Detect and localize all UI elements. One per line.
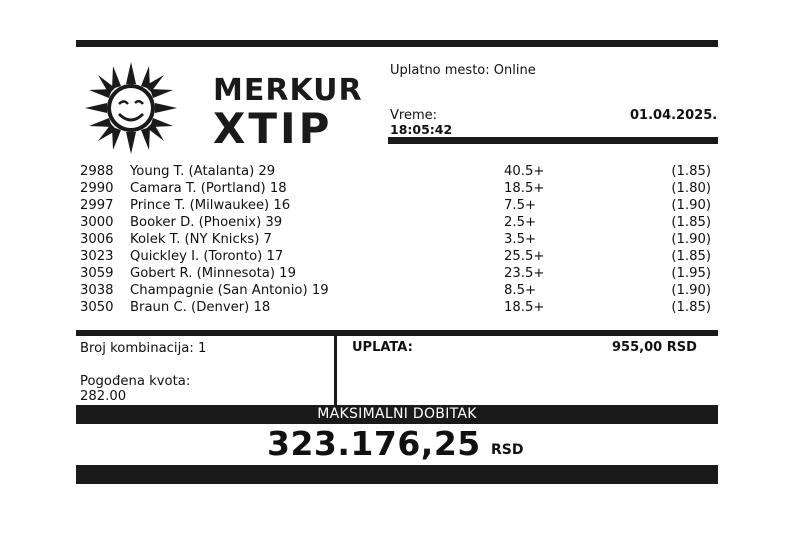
bet-line: 23.5+ (504, 266, 545, 281)
bet-row (80, 266, 715, 283)
bet-code: 3006 (80, 232, 114, 247)
bet-odds: (1.95) (671, 266, 711, 281)
bet-line: 18.5+ (504, 181, 545, 196)
bet-row (80, 300, 715, 317)
bet-odds: (1.85) (671, 249, 711, 264)
bet-player: Prince T. (Milwaukee) 16 (130, 198, 291, 213)
bet-row (80, 198, 715, 215)
bet-odds: (1.80) (671, 181, 711, 196)
odds-value: 282.00 (80, 389, 127, 404)
max-payout-amount: 323.176,25 (267, 424, 481, 463)
bet-player: Young T. (Atalanta) 29 (130, 164, 276, 179)
stake-label: UPLATA: (352, 340, 413, 355)
payment-place: Uplatno mesto: Online (390, 63, 536, 78)
bet-player: Gobert R. (Minnesota) 19 (130, 266, 296, 281)
bet-odds: (1.90) (671, 232, 711, 247)
date-value: 01.04.2025. (630, 108, 718, 123)
bet-odds: (1.85) (671, 215, 711, 230)
bet-code: 2988 (80, 164, 114, 179)
bet-line: 2.5+ (504, 215, 537, 230)
bet-code: 3050 (80, 300, 114, 315)
bet-code: 3059 (80, 266, 114, 281)
top-border (76, 40, 718, 47)
bet-row (80, 283, 715, 300)
brand-word-xtip: XTIP (213, 104, 333, 153)
bet-player: Camara T. (Portland) 18 (130, 181, 287, 196)
max-payout-band (76, 405, 718, 424)
summary-vertical-divider (334, 336, 337, 406)
stake-value: 955,00 RSD (612, 340, 697, 355)
bet-player: Booker D. (Phoenix) 39 (130, 215, 283, 230)
bet-odds: (1.85) (671, 300, 711, 315)
bet-line: 25.5+ (504, 249, 545, 264)
header-divider (388, 137, 718, 144)
bottom-border (76, 465, 718, 484)
bet-player: Quickley I. (Toronto) 17 (130, 249, 284, 264)
bet-code: 3023 (80, 249, 114, 264)
bet-line: 8.5+ (504, 283, 537, 298)
bet-line: 18.5+ (504, 300, 545, 315)
bet-odds: (1.85) (671, 164, 711, 179)
bet-odds: (1.90) (671, 283, 711, 298)
bet-player: Champagnie (San Antonio) 19 (130, 283, 329, 298)
bet-code: 3038 (80, 283, 114, 298)
max-payout-label: MAKSIMALNI DOBITAK (317, 406, 477, 422)
bet-row (80, 232, 715, 249)
bet-row (80, 181, 715, 198)
time-value: 18:05:42 (390, 122, 453, 137)
summary-divider (76, 330, 718, 336)
time-label: Vreme: (390, 108, 437, 123)
merkur-xtip-logo (85, 62, 375, 162)
bet-row (80, 215, 715, 232)
combinations-count: Broj kombinacija: 1 (80, 341, 207, 356)
bet-row (80, 164, 715, 181)
bet-code: 2990 (80, 181, 114, 196)
bet-row (80, 249, 715, 266)
sun-logo-icon (85, 62, 177, 154)
max-payout-currency: RSD (491, 442, 524, 458)
bet-line: 7.5+ (504, 198, 537, 213)
bet-line: 3.5+ (504, 232, 537, 247)
bet-player: Braun C. (Denver) 18 (130, 300, 271, 315)
odds-label: Pogođena kvota: (80, 374, 191, 389)
bet-line: 40.5+ (504, 164, 545, 179)
bet-player: Kolek T. (NY Knicks) 7 (130, 232, 272, 247)
bet-code: 2997 (80, 198, 114, 213)
bet-odds: (1.90) (671, 198, 711, 213)
brand-word-merkur: MERKUR (213, 73, 363, 108)
bet-code: 3000 (80, 215, 114, 230)
